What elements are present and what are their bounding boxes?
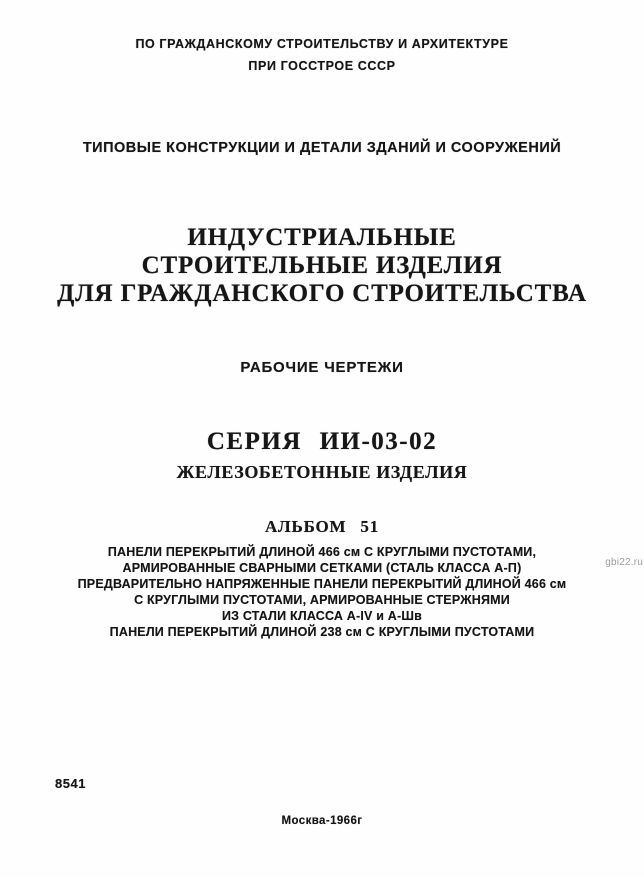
album-description bbox=[0, 544, 644, 640]
series-number: СЕРИЯ ИИ-03-02 bbox=[206, 428, 438, 455]
document-title-line3: ДЛЯ ГРАЖДАНСКОГО СТРОИТЕЛЬСТВА bbox=[57, 280, 587, 307]
album-description-line: ПАНЕЛИ ПЕРЕКРЫТИЙ ДЛИНОЙ 238 см С КРУГЛЫМИ ПУСТОТАМИ bbox=[109, 625, 535, 639]
org-header bbox=[0, 33, 644, 77]
album-description-line: ИЗ СТАЛИ КЛАССА А-IV и А-Шв bbox=[221, 609, 423, 623]
album-description-line: ПРЕДВАРИТЕЛЬНО НАПРЯЖЕННЫЕ ПАНЕЛИ ПЕРЕКРЫТИЙ ДЛИНОЙ 466 см bbox=[77, 577, 567, 591]
org-header-line1: ПО ГРАЖДАНСКОМУ СТРОИТЕЛЬСТВУ И АРХИТЕКТУРЕ bbox=[135, 37, 509, 51]
site-watermark: gbi22.ru bbox=[605, 557, 643, 568]
document-title bbox=[0, 224, 644, 308]
imprint: Москва-1966г bbox=[281, 815, 363, 827]
album-title: АЛЬБОМ 51 bbox=[264, 517, 380, 536]
print-code: 8541 bbox=[55, 776, 86, 791]
album-description-line: С КРУГЛЫМИ ПУСТОТАМИ, АРМИРОВАННЫЕ СТЕРЖНЯМИ bbox=[134, 593, 510, 607]
org-header-line2: ПРИ ГОССТРОЕ СССР bbox=[248, 59, 396, 73]
document-title-line1: ИНДУСТРИАЛЬНЫЕ bbox=[187, 224, 457, 251]
working-drawings-subtitle: РАБОЧИЕ ЧЕРТЕЖИ bbox=[240, 359, 404, 376]
series-products: ЖЕЛЕЗОБЕТОННЫЕ ИЗДЕЛИЯ bbox=[176, 462, 468, 482]
album-description-line: ПАНЕЛИ ПЕРЕКРЫТИЙ ДЛИНОЙ 466 см С КРУГЛЫМИ ПУСТОТАМИ, bbox=[107, 545, 537, 559]
edition-line: ТИПОВЫЕ КОНСТРУКЦИИ И ДЕТАЛИ ЗДАНИЙ И СООРУЖЕНИЙ bbox=[82, 140, 562, 156]
document-title-line2: СТРОИТЕЛЬНЫЕ ИЗДЕЛИЯ bbox=[141, 252, 503, 279]
album-description-line: АРМИРОВАННЫЕ СВАРНЫМИ СЕТКАМИ (СТАЛЬ КЛАССА А-П) bbox=[122, 561, 522, 575]
